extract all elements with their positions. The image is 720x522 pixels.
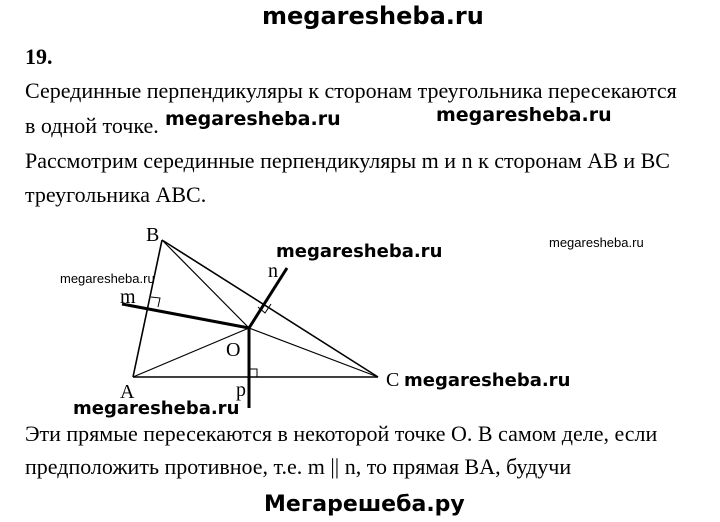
text-line-1: Серединные перпендикуляры к сторонам треугольника пересекаются xyxy=(25,78,677,103)
text-line-2: в одной точке. xyxy=(25,113,159,138)
watermark-diagram-3: megaresheba.ru xyxy=(60,271,155,286)
header-site-name: megaresheba.ru xyxy=(262,2,484,30)
label-b: B xyxy=(146,224,160,246)
right-angle-m xyxy=(151,297,160,307)
footer-brand: Мегарешеба.ру xyxy=(264,492,465,517)
text-line-6: предположить противное, т.е. m || n, то прямая BA, будучи xyxy=(25,454,572,479)
label-c: C xyxy=(386,369,400,391)
label-a: A xyxy=(120,381,135,403)
watermark-diagram-2: megaresheba.ru xyxy=(549,235,644,250)
watermark-diagram-1: megaresheba.ru xyxy=(276,241,443,262)
bisector-m xyxy=(122,304,249,328)
watermark-inline-2: megaresheba.ru xyxy=(436,104,612,126)
label-m: m xyxy=(120,286,136,308)
problem-number: 19. xyxy=(25,44,53,69)
label-o: O xyxy=(226,339,241,361)
label-p: p xyxy=(236,379,246,401)
watermark-inline-1: megaresheba.ru xyxy=(165,108,341,130)
watermark-diagram-5: megaresheba.ru xyxy=(73,398,240,419)
label-n: n xyxy=(268,260,278,282)
text-line-4: треугольника ABC. xyxy=(25,182,207,207)
watermark-diagram-4: megaresheba.ru xyxy=(404,370,571,391)
text-line-5: Эти прямые пересекаются в некоторой точке O. В самом деле, если xyxy=(25,421,658,446)
text-line-3: Рассмотрим серединные перпендикуляры m и n к сторонам AB и BC xyxy=(25,148,670,173)
